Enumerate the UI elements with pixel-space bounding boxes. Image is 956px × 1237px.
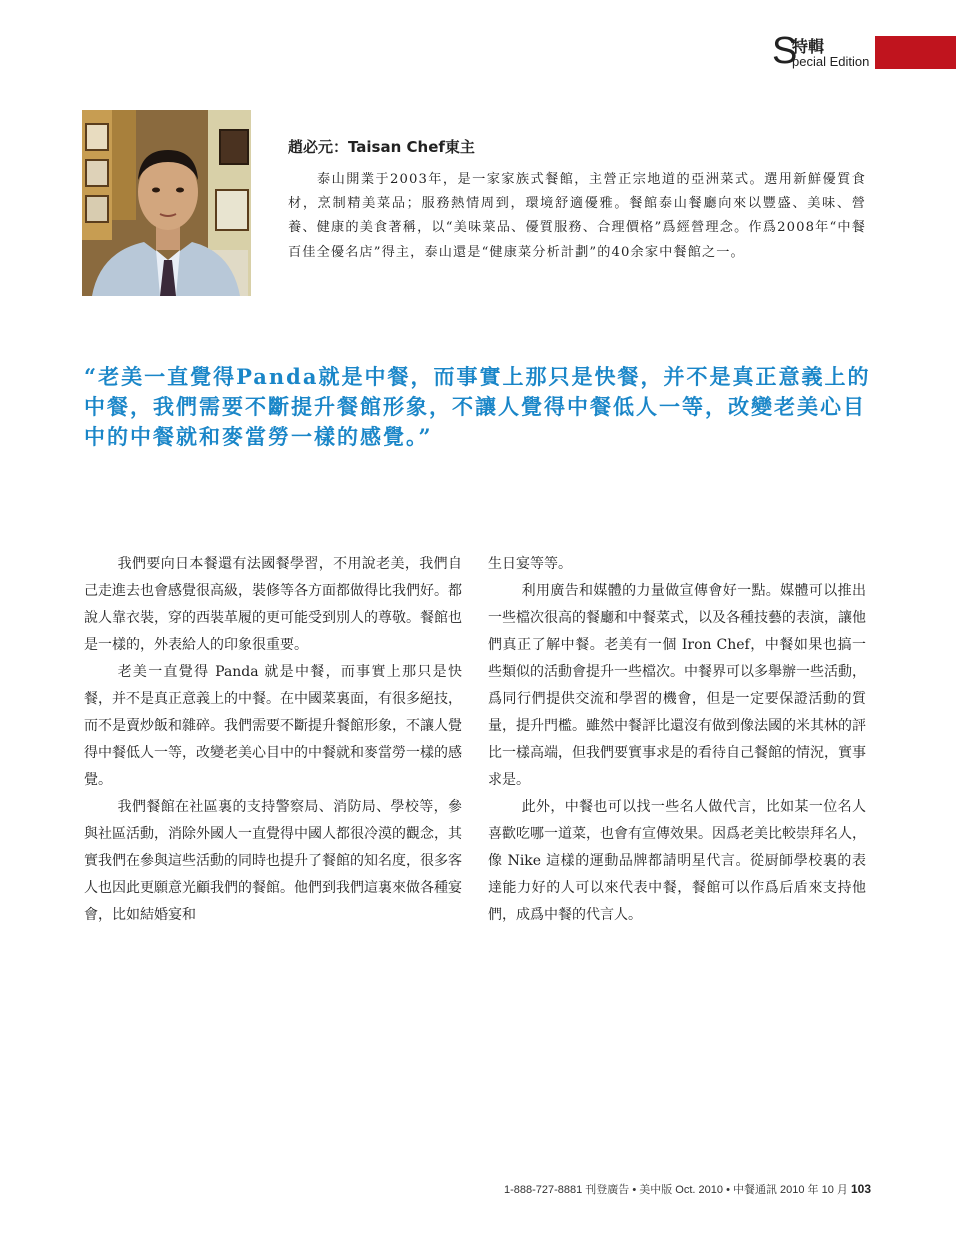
pull-quote: “老美一直覺得Panda就是中餐，而事實上那只是快餐，并不是真正意義上的中餐，我們需要不斷提升餐館形象，不讓人覺得中餐低人一等，改變老美心目中的中餐就和麥當勞一樣的感覺。” (84, 364, 871, 449)
section-tag-letter: S (772, 30, 798, 72)
section-tag-zh: 特輯 (792, 37, 825, 56)
portrait-photo (82, 110, 251, 296)
article-paragraph: 我們要向日本餐還有法國餐學習，不用說老美，我們自己走進去也會感覺很高級，裝修等各方面都做得比我們好。都說人靠衣裝，穿的西裝革履的更可能受到別人的尊敬。餐館也是一樣的，外表給人的印象很重要。 (84, 556, 462, 653)
profile-name: 趙必元：Taisan Chef東主 (288, 138, 475, 156)
article-paragraph: 生日宴等等。 (488, 556, 572, 572)
section-color-bar (875, 36, 956, 69)
article-paragraph: 我們餐館在社區裏的支持警察局、消防局、學校等，參與社區活動，消除外國人一直覺得中國人都很冷漠的觀念，其實我們在參與這些活動的同時也提升了餐館的知名度，很多客人也因此更願意光顧我們的餐館。他們到我們這裏來做各種宴會，比如結婚宴和 (84, 799, 462, 923)
article-paragraph: 此外，中餐也可以找一些名人做代言，比如某一位名人喜歡吃哪一道菜，也會有宣傳效果。因爲老美比較崇拜名人，像 Nike 這樣的運動品牌都請明星代言。從厨師學校裏的表達能力好的人可以來代表中餐，餐館可以作爲后盾來支持他們，成爲中餐的代言人。 (488, 799, 866, 923)
article-paragraph: 利用廣告和媒體的力量做宣傳會好一點。媒體可以推出一些檔次很高的餐廳和中餐菜式，以及各種技藝的表演，讓他們真正了解中餐。老美有一個 Iron Chef，中餐如果也搞一些類似的活動會提升一些檔次。中餐界可以多舉辦一些活動，爲同行們提供交流和學習的機會，但是一定要保證活動的質量，提升門檻。雖然中餐評比還沒有做到像法國的米其林的評比一樣高端，但我們要實事求是的看待自己餐館的情況，實事求是。 (488, 583, 866, 788)
section-tag-en: pecial Edition (792, 54, 870, 69)
section-tag (772, 30, 872, 70)
portrait-icon (82, 110, 251, 296)
page-number: 103 (850, 1182, 871, 1196)
article-column-right (488, 551, 866, 929)
footer-text: 1-888-727-8881 刊登廣告 • 美中版 Oct. 2010 • 中餐通訊 2010 年 10 月 (503, 1184, 848, 1196)
article-paragraph: 老美一直覺得 Panda 就是中餐，而事實上那只是快餐，并不是真正意義上的中餐。在中國菜裏面，有很多絕技，而不是賣炒飯和雜碎。我們需要不斷提升餐館形象，不讓人覺得中餐低人一等，改變老美心目中的中餐就和麥當勞一樣的感覺。 (84, 664, 462, 788)
profile-bio: 泰山開業于2003年，是一家家族式餐館，主營正宗地道的亞洲菜式。選用新鮮優質食材，烹制精美菜品；服務熱情周到，環境舒適優雅。餐館泰山餐廳向來以豐盛、美味、營養、健康的美食著稱，以“美味菜品、優質服務、合理價格”爲經營理念。作爲2008年“中餐百佳全優名店”得主，泰山還是“健康菜分析計劃”的40余家中餐館之一。 (288, 172, 866, 260)
page-footer (504, 1181, 871, 1197)
article-column-left (84, 551, 462, 929)
